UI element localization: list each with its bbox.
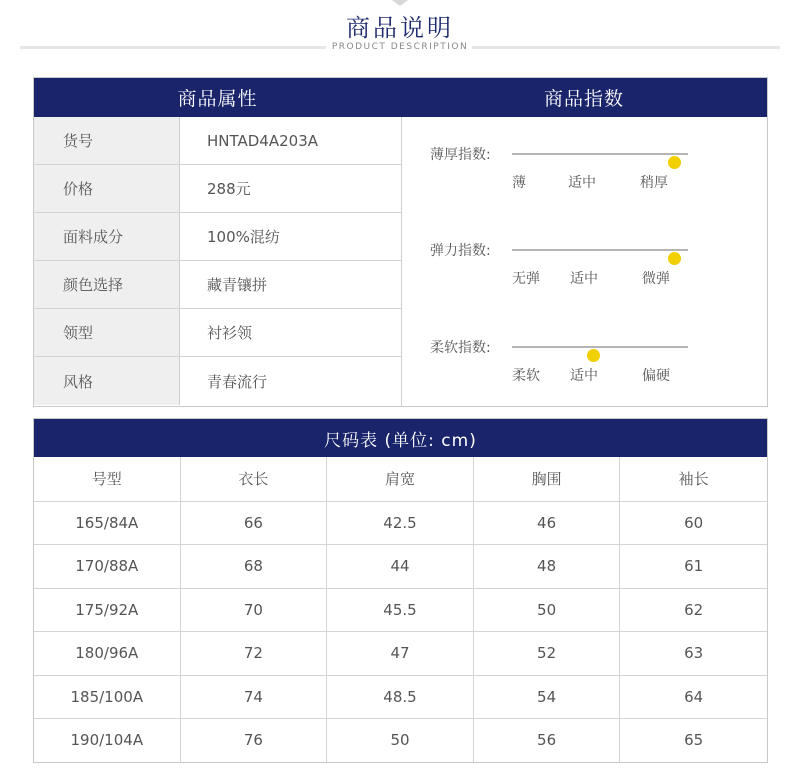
size-cell: 54 bbox=[474, 676, 621, 719]
size-cell: 190/104A bbox=[34, 719, 181, 762]
page-title: 商品说明 bbox=[346, 14, 454, 42]
index-track bbox=[512, 249, 688, 251]
index-tick-mid: 适中 bbox=[570, 271, 598, 287]
size-chart bbox=[33, 418, 768, 763]
attribute-row bbox=[34, 261, 402, 309]
indices-heading: 商品指数 bbox=[401, 78, 767, 117]
attributes-heading: 商品属性 bbox=[34, 78, 401, 117]
attribute-key: 风格 bbox=[34, 357, 180, 405]
size-cell: 70 bbox=[181, 589, 328, 632]
index-tick-low: 柔软 bbox=[512, 368, 540, 384]
attribute-key: 货号 bbox=[34, 117, 180, 164]
size-cell: 64 bbox=[684, 687, 704, 706]
size-header-cell: 号型 bbox=[34, 457, 181, 501]
table-row bbox=[34, 588, 767, 632]
index-track bbox=[512, 346, 688, 348]
index-tick-mid: 适中 bbox=[570, 368, 598, 384]
size-cell: 56 bbox=[474, 719, 621, 762]
size-chart-title: 尺码表 (单位: cm) bbox=[34, 419, 767, 457]
size-cell: 74 bbox=[181, 676, 328, 719]
size-cell: 50 bbox=[474, 589, 621, 632]
index-tick-high: 偏硬 bbox=[642, 368, 670, 384]
size-header-cell: 衣长 bbox=[181, 457, 328, 501]
page-header bbox=[0, 0, 800, 62]
size-header-cell: 袖长 bbox=[678, 470, 709, 489]
attribute-row bbox=[34, 213, 402, 261]
attribute-value: HNTAD4A203A bbox=[207, 131, 319, 150]
index-marker bbox=[668, 156, 681, 169]
header-notch bbox=[392, 0, 408, 6]
attribute-key: 价格 bbox=[34, 165, 180, 212]
index-tick-mid: 适中 bbox=[568, 175, 596, 191]
index-track bbox=[512, 153, 688, 155]
attribute-value: 衬衫领 bbox=[207, 324, 253, 342]
size-cell: 45.5 bbox=[327, 589, 474, 632]
attribute-row bbox=[34, 117, 402, 165]
attribute-value: 青春流行 bbox=[207, 372, 268, 391]
attribute-key: 领型 bbox=[34, 309, 180, 356]
table-row bbox=[34, 718, 767, 762]
size-cell: 50 bbox=[327, 719, 474, 762]
size-cell: 42.5 bbox=[327, 502, 474, 545]
size-cell: 61 bbox=[684, 557, 704, 576]
index-label: 薄厚指数: bbox=[430, 147, 491, 163]
attribute-key: 面料成分 bbox=[34, 213, 180, 260]
size-cell: 62 bbox=[684, 600, 704, 619]
size-header-cell: 肩宽 bbox=[327, 457, 474, 501]
index-tick-low: 薄 bbox=[512, 175, 526, 191]
index-label: 弹力指数: bbox=[430, 243, 491, 259]
product-info-panel bbox=[33, 77, 768, 407]
index-marker bbox=[587, 349, 600, 362]
index-label: 柔软指数: bbox=[430, 340, 491, 356]
index-tick-low: 无弹 bbox=[512, 271, 540, 287]
index-marker bbox=[668, 252, 681, 265]
attribute-value: 藏青镶拼 bbox=[207, 276, 268, 294]
attribute-row bbox=[34, 165, 402, 213]
attributes-table bbox=[34, 117, 402, 406]
size-cell: 44 bbox=[327, 545, 474, 588]
softness-index bbox=[402, 337, 768, 397]
size-cell: 60 bbox=[684, 513, 704, 532]
size-cell: 47 bbox=[327, 632, 474, 675]
table-row bbox=[34, 501, 767, 545]
size-cell: 175/92A bbox=[34, 589, 181, 632]
size-cell: 170/88A bbox=[34, 545, 181, 588]
size-cell: 180/96A bbox=[34, 632, 181, 675]
size-cell: 72 bbox=[181, 632, 328, 675]
size-cell: 48 bbox=[474, 545, 621, 588]
attribute-value: 288元 bbox=[207, 180, 251, 198]
size-cell: 185/100A bbox=[34, 676, 181, 719]
attribute-value: 100%混纺 bbox=[207, 228, 280, 246]
size-cell: 46 bbox=[474, 502, 621, 545]
table-row bbox=[34, 631, 767, 675]
index-tick-high: 稍厚 bbox=[640, 175, 668, 191]
size-header-row bbox=[34, 457, 767, 501]
table-row bbox=[34, 544, 767, 588]
attribute-row bbox=[34, 309, 402, 357]
attribute-row bbox=[34, 357, 402, 405]
size-cell: 48.5 bbox=[327, 676, 474, 719]
size-cell: 66 bbox=[181, 502, 328, 545]
index-tick-high: 微弹 bbox=[642, 271, 670, 287]
elasticity-index bbox=[402, 240, 768, 300]
page-subtitle: PRODUCT DESCRIPTION bbox=[331, 42, 469, 52]
attribute-key: 颜色选择 bbox=[34, 261, 180, 308]
thickness-index bbox=[402, 144, 768, 204]
size-cell: 65 bbox=[684, 731, 704, 750]
size-cell: 52 bbox=[474, 632, 621, 675]
table-row bbox=[34, 675, 767, 719]
size-cell: 68 bbox=[181, 545, 328, 588]
size-cell: 63 bbox=[684, 644, 704, 663]
header-rule-right bbox=[472, 46, 780, 49]
size-cell: 76 bbox=[181, 719, 328, 762]
size-cell: 165/84A bbox=[34, 502, 181, 545]
size-header-cell: 胸围 bbox=[474, 457, 621, 501]
